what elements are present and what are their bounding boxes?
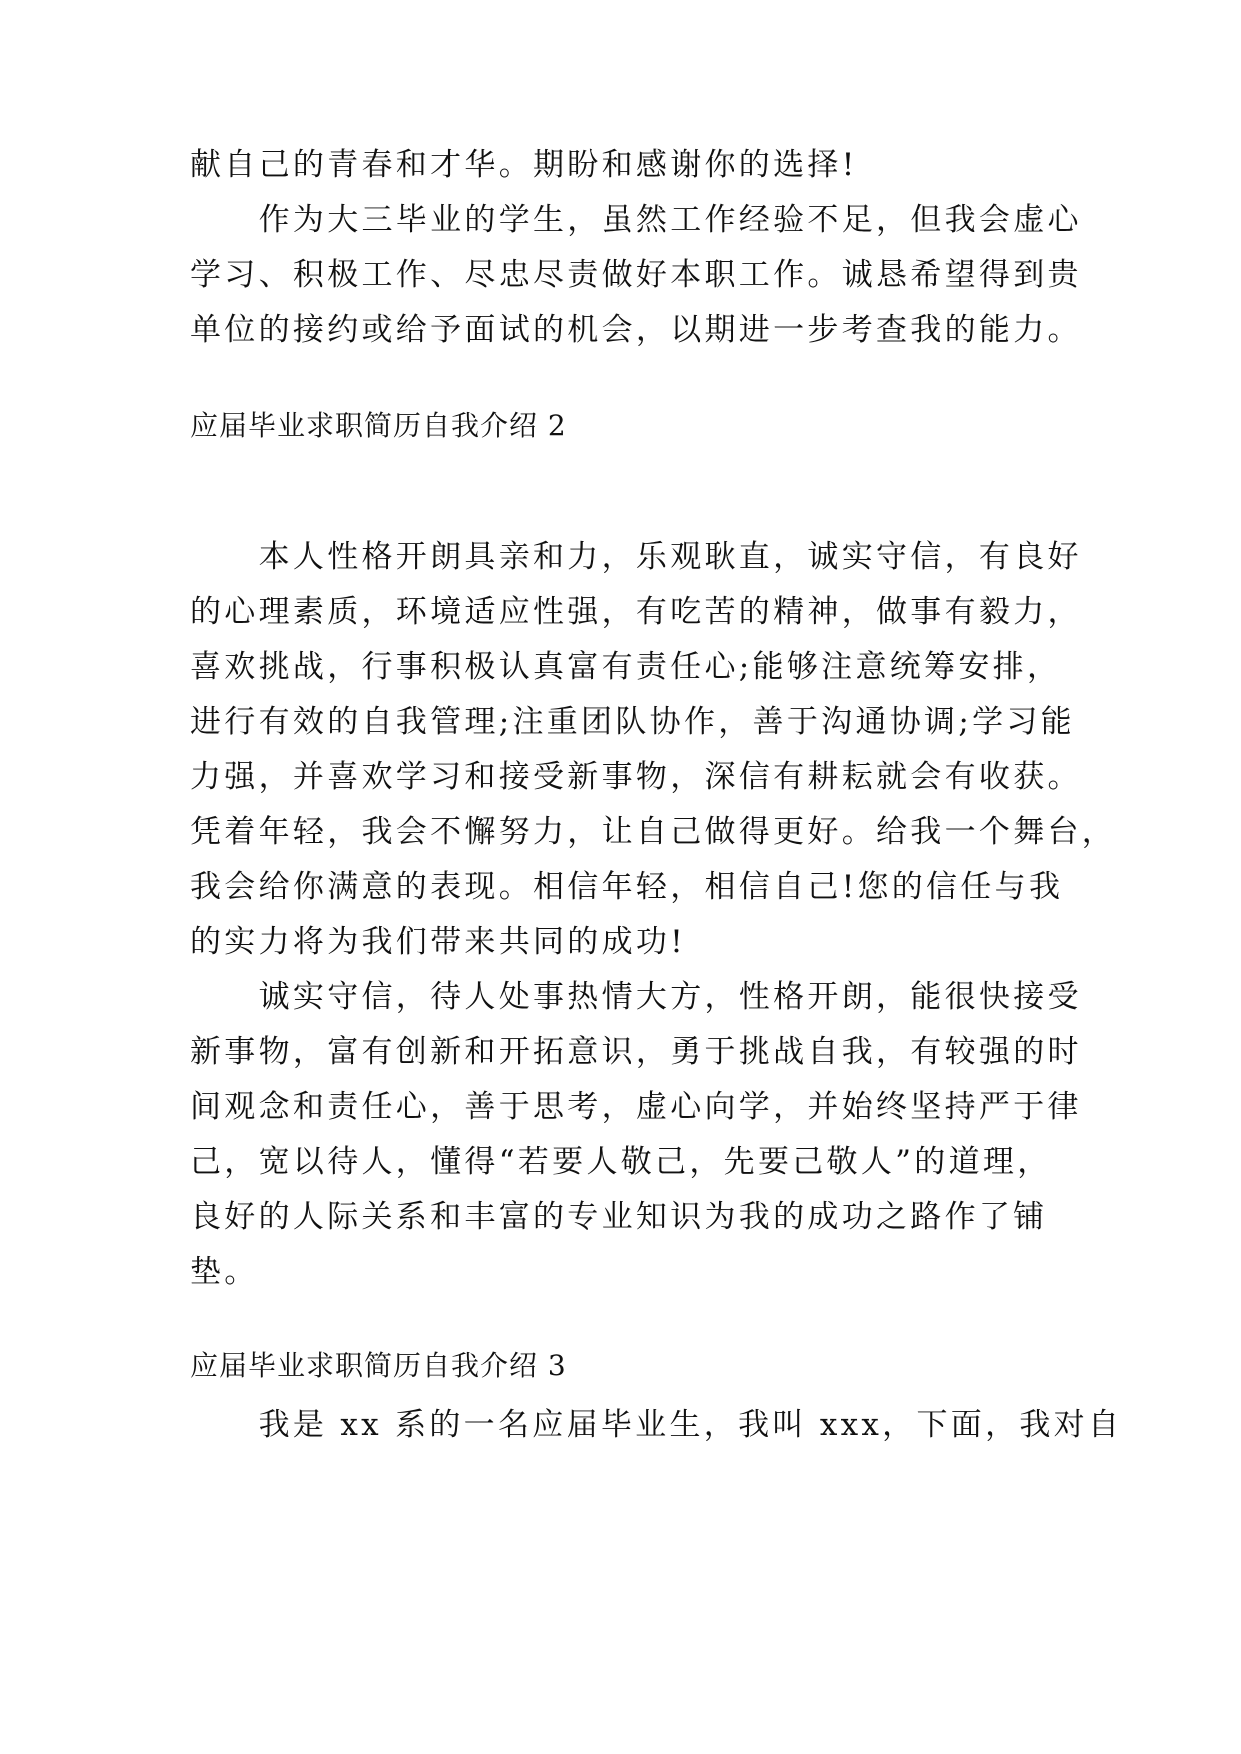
section-heading: 应届毕业求职简历自我介绍 2 — [190, 409, 567, 442]
paragraph-line: 良好的人际关系和丰富的专业知识为我的成功之路作了铺 — [190, 1199, 1048, 1235]
paragraph-line: 新事物，富有创新和开拓意识，勇于挑战自我，有较强的时 — [190, 1034, 1082, 1070]
paragraph-line: 献自己的青春和才华。期盼和感谢你的选择! — [190, 147, 858, 183]
paragraph-line: 的实力将为我们带来共同的成功! — [190, 924, 686, 960]
paragraph-line: 己，宽以待人，懂得“若要人敬己，先要己敬人”的道理， — [190, 1144, 1052, 1180]
paragraph-line: 我是 xx 系的一名应届毕业生，我叫 xxx，下面，我对自 — [190, 1407, 1123, 1443]
paragraph-line: 进行有效的自我管理;注重团队协作，善于沟通协调;学习能 — [190, 704, 1075, 740]
paragraph-line: 诚实守信，待人处事热情大方，性格开朗，能很快接受 — [190, 979, 1082, 1015]
paragraph-line: 作为大三毕业的学生，虽然工作经验不足，但我会虚心 — [190, 202, 1082, 238]
paragraph-line: 喜欢挑战，行事积极认真富有责任心;能够注意统筹安排， — [190, 649, 1062, 685]
paragraph-line: 单位的接约或给予面试的机会，以期进一步考查我的能力。 — [190, 312, 1082, 348]
paragraph-line: 间观念和责任心，善于思考，虚心向学，并始终坚持严于律 — [190, 1089, 1082, 1125]
paragraph-line: 本人性格开朗具亲和力，乐观耿直，诚实守信，有良好 — [190, 539, 1082, 575]
section-heading: 应届毕业求职简历自我介绍 3 — [190, 1349, 567, 1382]
paragraph-line: 学习、积极工作、尽忠尽责做好本职工作。诚恳希望得到贵 — [190, 257, 1082, 293]
paragraph-line: 我会给你满意的表现。相信年轻，相信自己!您的信任与我 — [190, 869, 1064, 905]
paragraph-line: 垫。 — [190, 1254, 259, 1290]
paragraph-line: 凭着年轻，我会不懈努力，让自己做得更好。给我一个舞台， — [190, 814, 1117, 850]
paragraph-line: 力强，并喜欢学习和接受新事物，深信有耕耘就会有收获。 — [190, 759, 1082, 795]
paragraph-line: 的心理素质，环境适应性强，有吃苦的精神，做事有毅力， — [190, 594, 1082, 630]
